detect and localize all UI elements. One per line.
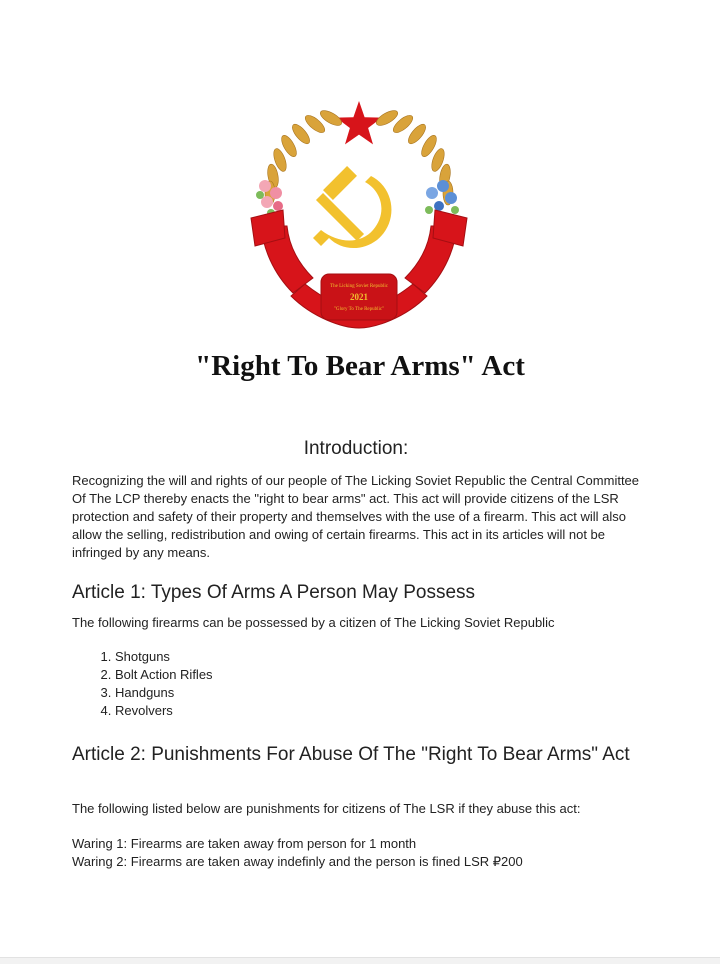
article-2-heading: Article 2: Punishments For Abuse Of The "Right To Bear Arms" Act: [72, 744, 630, 765]
article-1-text: The following firearms can be possessed by a citizen of The Licking Soviet Republic: [72, 615, 555, 630]
intro-paragraph: Recognizing the will and rights of our people of The Licking Soviet Republic the Central Committee Of The LCP thereby enacts the "right to bear arms" act. This act will provide citizens of the LSR protection and safety of their property and themselves with the use of a firearm. This act will also allow the selling, redistribution and owing of certain firearms. This act in its articles will not be infringed by any means.: [72, 473, 640, 560]
hammer-sickle-icon: [313, 166, 391, 248]
warning-item: Waring 2: Firearms are taken away indefinly and the person is fined LSR ₽200: [72, 854, 523, 869]
list-item: 3. Handguns: [115, 684, 213, 702]
list-item: 1. Shotguns: [115, 648, 213, 666]
ribbon-year-text: 2021: [350, 292, 368, 302]
firearms-list: [72, 648, 213, 720]
article-1-heading: Article 1: Types Of Arms A Person May Possess: [72, 582, 476, 603]
warnings-list: [72, 835, 523, 871]
document-title: "Right To Bear Arms" Act: [195, 350, 525, 382]
intro-heading: Introduction:: [303, 438, 409, 459]
warning-item: Waring 1: Firearms are taken away from person for 1 month: [72, 836, 417, 851]
article-2-text: The following listed below are punishments for citizens of The LSR if they abuse this act:: [72, 801, 581, 816]
list-item: 4. Revolvers: [115, 702, 213, 720]
blue-flowers-icon: [425, 180, 459, 214]
red-star-icon: [336, 101, 382, 144]
ribbon-name-text: The Licking Soviet Republic: [330, 284, 388, 289]
coat-of-arms-emblem: [243, 98, 475, 330]
list-item: 2. Bolt Action Rifles: [115, 666, 213, 684]
ribbon-motto-text: "Glory To The Republic": [333, 307, 385, 312]
